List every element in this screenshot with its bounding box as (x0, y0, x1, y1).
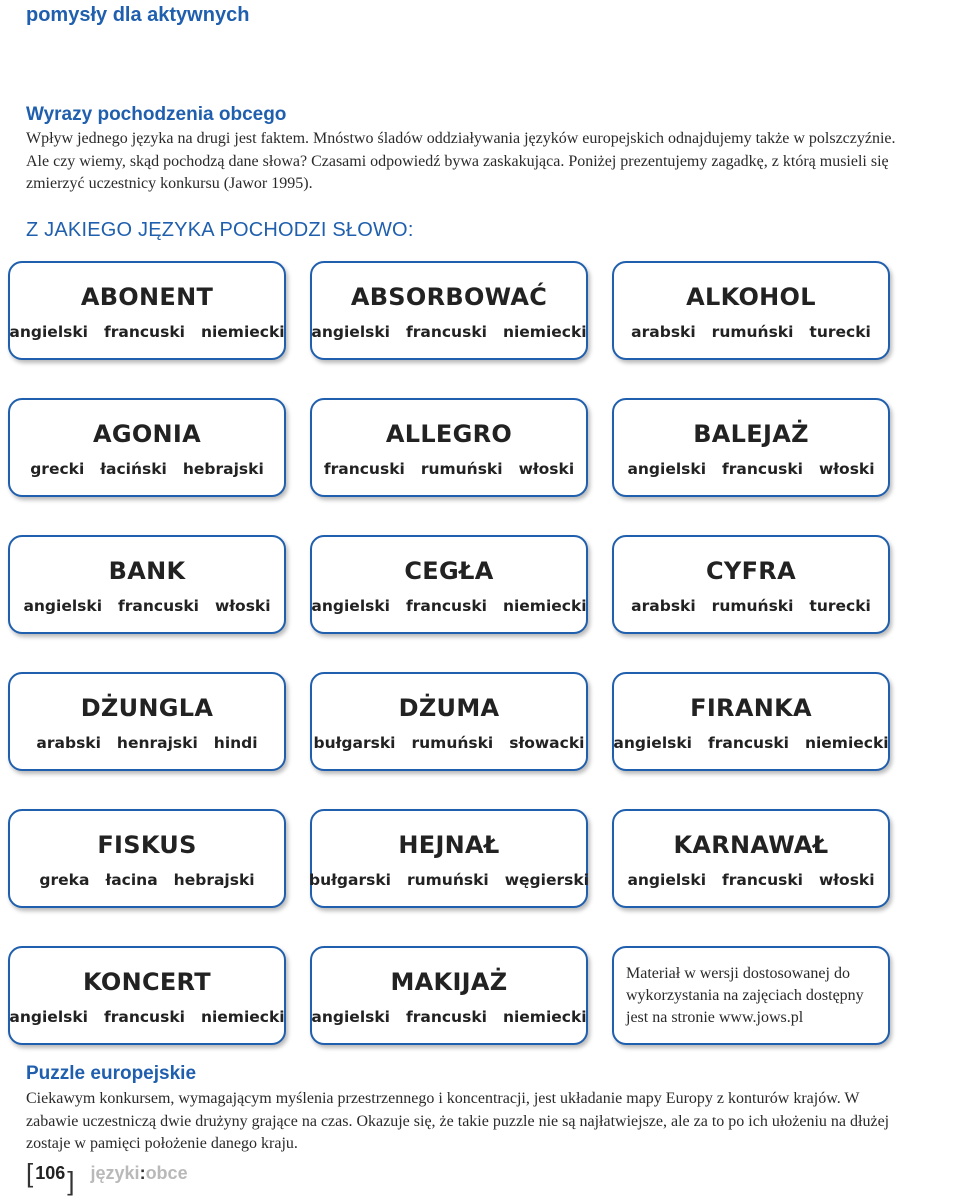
section-title-puzzle: Puzzle europejskie (26, 1063, 197, 1084)
quiz-card (8, 535, 286, 634)
quiz-word: CEGŁA (404, 556, 494, 585)
quiz-word: ABONENT (80, 282, 214, 311)
answer-option: arabski (631, 596, 696, 615)
quiz-card (612, 398, 890, 497)
section-title-foreign-words: Wyrazy pochodzenia obcego (26, 104, 287, 125)
answer-options (631, 323, 871, 341)
brand-part1: języki (90, 1162, 140, 1183)
answer-option: włoski (818, 459, 875, 478)
answer-options (613, 734, 888, 752)
quiz-card (310, 946, 588, 1045)
quiz-card (8, 398, 286, 497)
answer-options (311, 323, 586, 341)
quiz-word: FIRANKA (690, 693, 812, 722)
answer-options (324, 460, 574, 478)
answer-option: niemiecki (502, 322, 587, 341)
quiz-card (8, 946, 286, 1045)
answer-option: turecki (809, 322, 871, 341)
quiz-word: BANK (108, 556, 186, 585)
answer-option: włoski (518, 459, 575, 478)
quiz-card (310, 398, 588, 497)
answer-option: łacina (105, 870, 158, 889)
answer-options (36, 734, 257, 752)
quiz-word: MAKIJAŻ (390, 967, 508, 996)
quiz-word: ALLEGRO (385, 419, 513, 448)
quiz-word: KONCERT (83, 967, 211, 996)
quiz-word: KARNAWAŁ (673, 830, 829, 859)
answer-options (311, 1008, 586, 1026)
quiz-word: FISKUS (97, 830, 197, 859)
quiz-card (310, 535, 588, 634)
intro-paragraph: Wpływ jednego języka na drugi jest faktem. Mnóstwo śladów oddziaływania języków europejskich odnajdujemy także w polszczyźnie. Ale czy wiemy, skąd pochodzą dane słowa? Czasami odpowiedź bywa zaskakująca. Poniżej prezentujemy zagadkę, z którą musieli się zmierzyć uczestnicy konkursu (Jawor 1995). (26, 130, 896, 192)
answer-option: rumuński (411, 733, 494, 752)
answer-option: angielski (311, 1007, 390, 1026)
brand-part2: obce (145, 1162, 188, 1183)
quiz-card (8, 672, 286, 771)
brand-separator: : (139, 1162, 146, 1183)
quiz-word: DŻUMA (398, 693, 500, 722)
answer-option: rumuński (711, 322, 794, 341)
answer-option: francuski (405, 322, 487, 341)
answer-option: angielski (9, 322, 88, 341)
answer-option: bułgarski (313, 733, 396, 752)
puzzle-paragraph: Ciekawym konkursem, wymagającym myślenia przestrzennego i koncentracji, jest układanie mapy Europy z konturów krajów. W zabawie uczestniczą dwie drużyny grające na czas. Okazuje się, że takie puzzle nie są najłatwiejsze, ale za to po ich ułożeniu na dłużej zostaje w pamięci położenie danego kraju. (26, 1090, 890, 1152)
answer-option: angielski (311, 596, 390, 615)
answer-option: angielski (627, 870, 707, 889)
answer-option: arabski (36, 733, 101, 752)
quiz-card (310, 261, 588, 360)
answer-options (9, 323, 284, 341)
answer-option: angielski (23, 596, 103, 615)
answer-options (30, 460, 264, 478)
answer-option: francuski (323, 459, 405, 478)
answer-option: francuski (405, 596, 487, 615)
answer-options (23, 597, 270, 615)
quiz-card (612, 672, 890, 771)
quiz-word: CYFRA (706, 556, 796, 585)
answer-option: grecki (30, 459, 85, 478)
quiz-card (8, 809, 286, 908)
bracket-close: ] (67, 1166, 75, 1196)
answer-options (39, 871, 254, 889)
answer-option: włoski (214, 596, 271, 615)
quiz-word: BALEJAŻ (693, 419, 809, 448)
answer-options (631, 597, 871, 615)
answer-option: bułgarski (309, 870, 391, 889)
header-tag: pomysły dla aktywnych (26, 4, 250, 26)
answer-option: greka (39, 870, 90, 889)
answer-option: angielski (311, 322, 390, 341)
answer-option: angielski (613, 733, 692, 752)
quiz-card (612, 535, 890, 634)
answer-option: rumuński (406, 870, 489, 889)
answer-option: arabski (631, 322, 696, 341)
quiz-heading: Z JAKIEGO JĘZYKA POCHODZI SŁOWO: (26, 219, 414, 241)
answer-option: francuski (118, 596, 199, 615)
answer-options (311, 597, 586, 615)
answer-option: francuski (103, 322, 185, 341)
quiz-card (612, 809, 890, 908)
answer-option: francuski (707, 733, 789, 752)
answer-options (314, 734, 585, 752)
answer-options (627, 871, 874, 889)
answer-option: francuski (722, 870, 803, 889)
quiz-word: HEJNAŁ (398, 830, 500, 859)
answer-option: turecki (809, 596, 871, 615)
page-number: 106 (35, 1162, 66, 1183)
answer-option: francuski (405, 1007, 487, 1026)
answer-option: rumuński (420, 459, 503, 478)
quiz-word: AGONIA (92, 419, 202, 448)
brand-logo (91, 1163, 188, 1184)
answer-option: łaciński (100, 459, 167, 478)
page-footer (26, 1158, 188, 1196)
answer-options (627, 460, 874, 478)
answer-option: francuski (722, 459, 803, 478)
quiz-card (310, 809, 588, 908)
answer-option: angielski (627, 459, 707, 478)
quiz-card (310, 672, 588, 771)
answer-option: węgierski (504, 870, 589, 889)
answer-option: niemiecki (502, 1007, 587, 1026)
note-card (612, 946, 890, 1045)
note-text: Materiał w wersji dostosowanej do wykorzystania na zajęciach dostępny jest na stronie www.jows.pl (626, 964, 864, 1026)
answer-option: hebrajski (173, 870, 255, 889)
bracket-open: [ (26, 1158, 34, 1188)
answer-option: niemiecki (200, 1007, 285, 1026)
quiz-word: DŻUNGLA (80, 693, 214, 722)
answer-option: hindi (213, 733, 258, 752)
answer-option: rumuński (711, 596, 794, 615)
answer-option: niemiecki (200, 322, 285, 341)
answer-options (309, 871, 589, 889)
answer-options (9, 1008, 284, 1026)
quiz-card (612, 261, 890, 360)
answer-option: niemiecki (804, 733, 889, 752)
answer-option: niemiecki (502, 596, 587, 615)
answer-option: słowacki (509, 733, 585, 752)
answer-option: włoski (818, 870, 875, 889)
quiz-word: ABSORBOWAĆ (350, 282, 548, 311)
answer-option: angielski (9, 1007, 88, 1026)
quiz-card (8, 261, 286, 360)
answer-option: henrajski (116, 733, 198, 752)
answer-option: francuski (103, 1007, 185, 1026)
quiz-card-grid (8, 261, 890, 1045)
quiz-word: ALKOHOL (686, 282, 816, 311)
answer-option: hebrajski (182, 459, 264, 478)
